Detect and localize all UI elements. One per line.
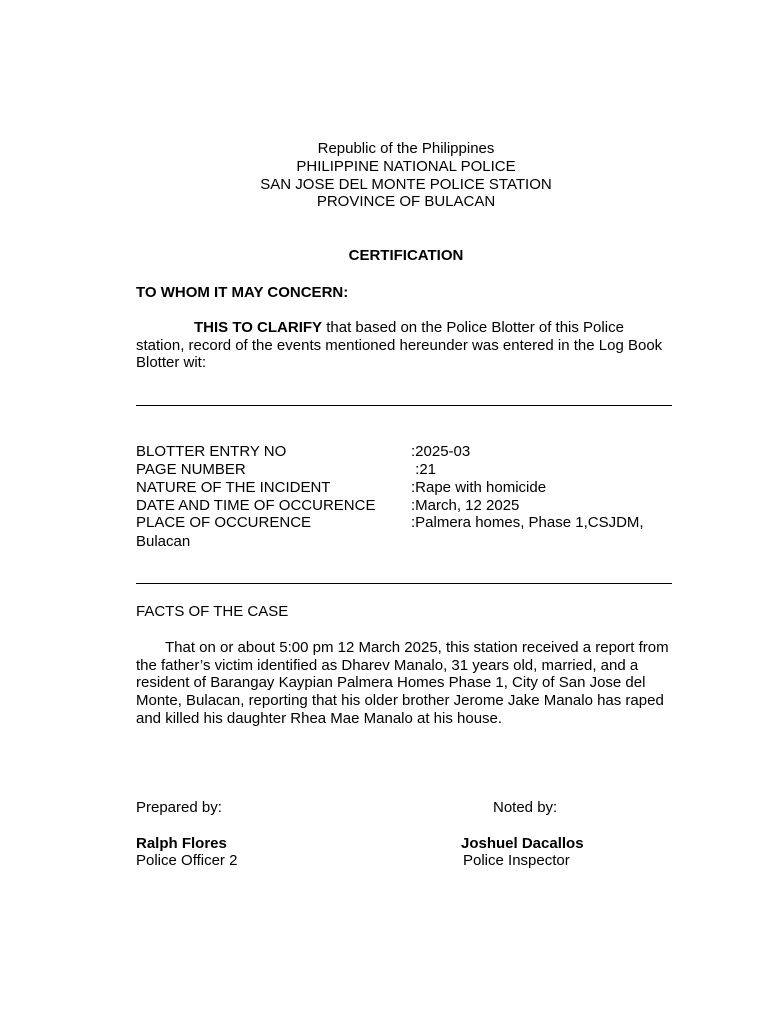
facts-heading: FACTS OF THE CASE — [136, 603, 289, 620]
header-line-station: SAN JOSE DEL MONTE POLICE STATION — [260, 176, 552, 193]
intro-lead: THIS TO CLARIFY — [194, 319, 323, 336]
intro-line-3: Blotter wit: — [136, 354, 207, 371]
blotter-value-place-wrap: Bulacan — [136, 533, 191, 550]
blotter-label-nature: NATURE OF THE INCIDENT — [136, 479, 331, 496]
blotter-value-page-number: :21 — [411, 461, 437, 478]
divider-bottom — [136, 583, 672, 584]
header-line-republic: Republic of the Philippines — [317, 140, 495, 157]
intro-line-2: station, record of the events mentioned hereunder was entered in the Log Book — [136, 337, 663, 354]
blotter-value-place: :Palmera homes, Phase 1,CSJDM, — [411, 514, 644, 531]
intro-line-1 — [194, 319, 624, 337]
prepared-by-label: Prepared by: — [136, 799, 222, 816]
intro-line-1-rest: that based on the Police Blotter of this Police — [322, 319, 624, 336]
facts-line-2: the father’s victim identified as Dharev Manalo, 31 years old, married, and a — [136, 657, 639, 674]
noted-by-label: Noted by: — [493, 799, 558, 816]
header-line-province: PROVINCE OF BULACAN — [316, 193, 496, 210]
facts-line-4: Monte, Bulacan, reporting that his older brother Jerome Jake Manalo has raped — [136, 692, 664, 709]
salutation: TO WHOM IT MAY CONCERN: — [136, 284, 349, 301]
divider-top — [136, 405, 672, 406]
blotter-label-place: PLACE OF OCCURENCE — [136, 514, 312, 531]
facts-line-3: resident of Barangay Kaypian Palmera Homes Phase 1, City of San Jose del — [136, 674, 646, 691]
blotter-value-nature: :Rape with homicide — [411, 479, 547, 496]
noted-by-title: Police Inspector — [463, 852, 570, 869]
facts-line-1: That on or about 5:00 pm 12 March 2025, this station received a report from — [165, 639, 669, 656]
facts-line-5: and killed his daughter Rhea Mae Manalo at his house. — [136, 710, 503, 727]
blotter-value-date-time: :March, 12 2025 — [411, 497, 520, 514]
blotter-label-page-number: PAGE NUMBER — [136, 461, 246, 478]
blotter-value-entry-no: :2025-03 — [411, 443, 471, 460]
blotter-label-date-time: DATE AND TIME OF OCCURENCE — [136, 497, 376, 514]
document-title: CERTIFICATION — [348, 247, 464, 264]
prepared-by-title: Police Officer 2 — [136, 852, 238, 869]
blotter-label-entry-no: BLOTTER ENTRY NO — [136, 443, 287, 460]
prepared-by-name: Ralph Flores — [136, 835, 227, 852]
noted-by-name: Joshuel Dacallos — [461, 835, 584, 852]
header-line-pnp: PHILIPPINE NATIONAL POLICE — [296, 158, 516, 175]
